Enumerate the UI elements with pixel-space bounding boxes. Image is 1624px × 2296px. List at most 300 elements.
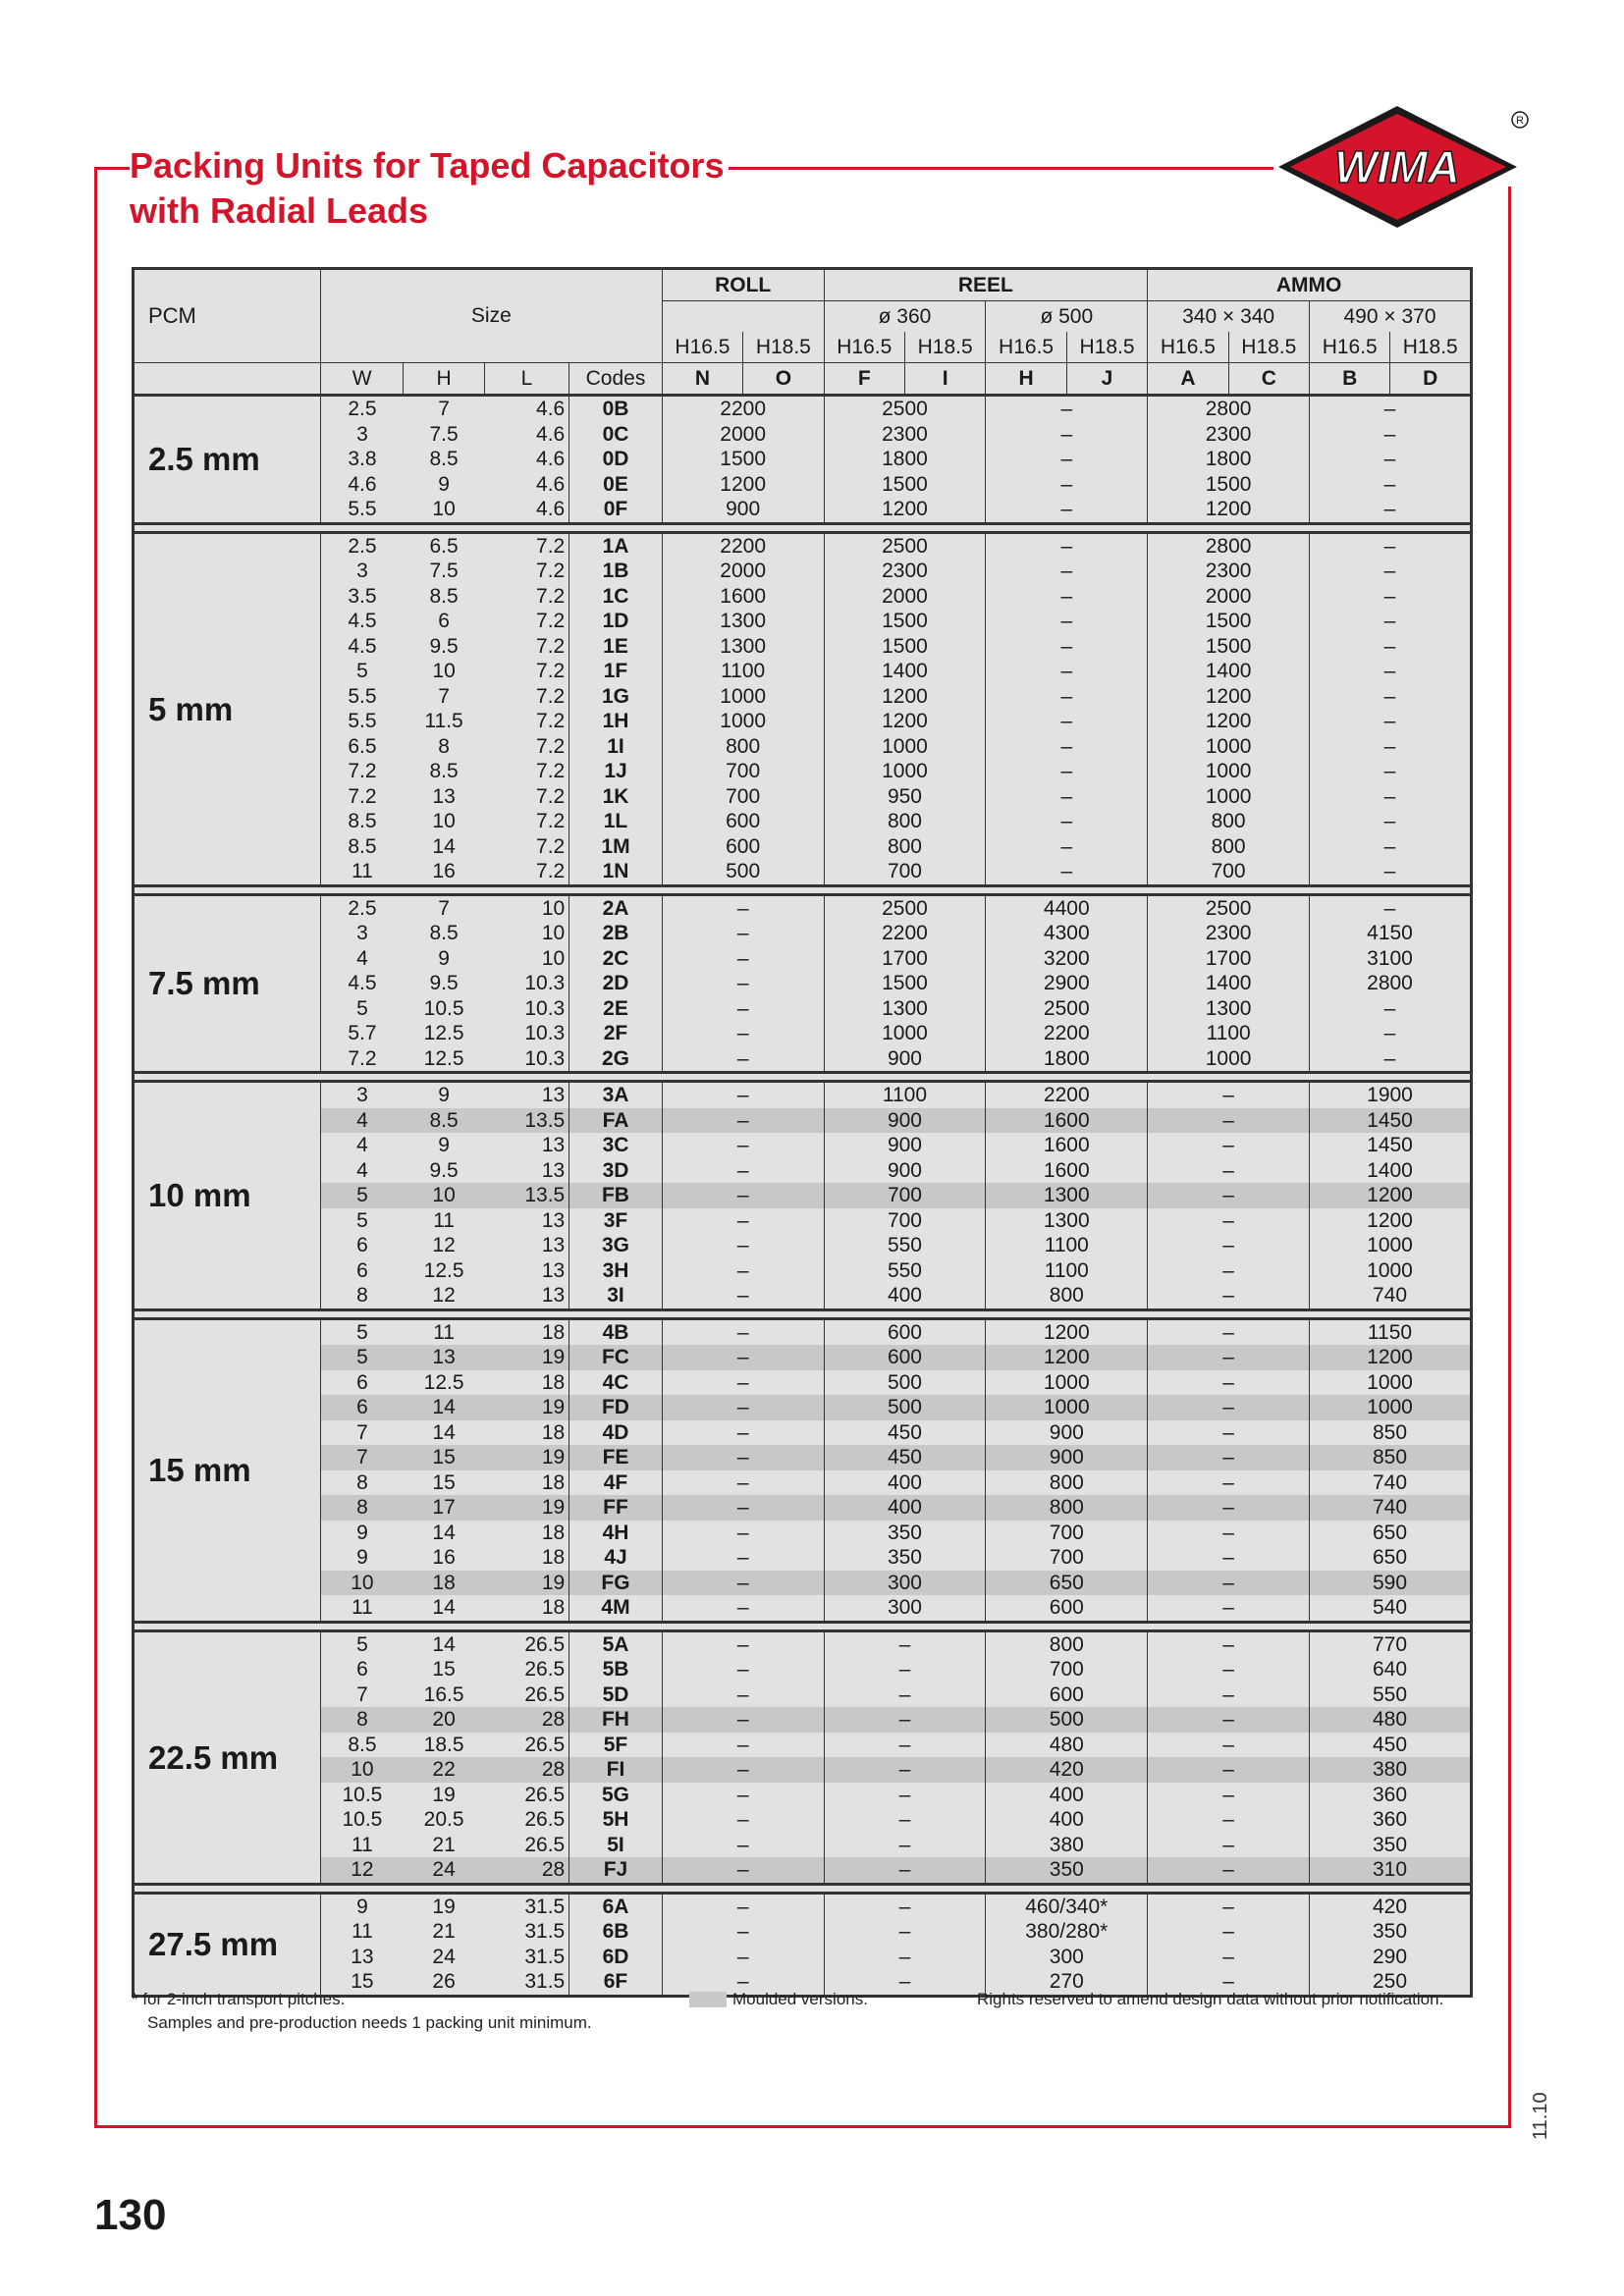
size-h-cell: 6	[438, 610, 450, 633]
size-w-cell: 7	[320, 1445, 403, 1470]
size-l-cell: 28	[484, 1757, 568, 1783]
reel-360-value-cell: –	[824, 1630, 986, 1657]
size-h-cell: 15	[432, 1470, 456, 1494]
footnote-rights: Rights reserved to amend design data without prior notification.	[977, 1990, 1444, 2008]
size-h-cell: 18	[404, 1571, 484, 1596]
title-line-2: with Radial Leads	[130, 190, 429, 231]
table-row	[134, 584, 1472, 610]
size-l-cell: 10.3	[524, 1022, 566, 1045]
size-h-cell: 12.5	[423, 1370, 464, 1394]
table-body	[134, 396, 1472, 1997]
reel-360-value-cell: –	[824, 1707, 986, 1733]
reel-360-value-cell: 2500	[824, 532, 986, 559]
header-code-col: B	[1310, 363, 1390, 396]
table-row	[134, 971, 1472, 996]
size-h-cell: 11	[433, 1208, 455, 1232]
size-w-cell: 10.5	[320, 1807, 403, 1833]
code-cell: 5B	[569, 1657, 663, 1682]
ammo-340-value-cell: 2300	[1148, 422, 1310, 448]
table-row	[134, 1945, 1472, 1970]
roll-value-cell: –	[662, 1969, 824, 1996]
reel-500-value-cell: 350	[986, 1857, 1148, 1884]
reel-360-value-cell: 1800	[824, 447, 986, 472]
size-h-cell: 12.5	[404, 1046, 484, 1073]
title-line-1: Packing Units for Taped Capacitors	[130, 145, 725, 186]
size-w-cell: 5.5	[320, 709, 403, 734]
table-row	[134, 1783, 1472, 1808]
ammo-340-value-cell: –	[1148, 1283, 1310, 1309]
code-cell: 4B	[569, 1318, 663, 1345]
ammo-490-value-cell: –	[1310, 734, 1472, 760]
ammo-340-value-cell: 2500	[1148, 894, 1310, 921]
code-cell: 2G	[569, 1046, 663, 1073]
size-h-cell: 14	[432, 1632, 456, 1656]
ammo-490-value-cell: 1400	[1310, 1158, 1472, 1184]
ammo-340-value-cell: –	[1148, 1919, 1310, 1945]
size-l-cell: 4.6	[536, 422, 566, 446]
size-w-cell: 4.5	[320, 634, 403, 660]
ammo-490-value-cell: 1000	[1310, 1258, 1472, 1284]
group-separator	[134, 523, 1472, 532]
frame-right-border	[1508, 187, 1511, 2128]
size-h-cell: 18.5	[423, 1733, 464, 1756]
code-cell: FF	[569, 1495, 663, 1521]
size-l-cell: 7.2	[536, 560, 566, 583]
size-w-cell: 11	[320, 859, 403, 885]
size-h-cell: 8	[438, 734, 450, 758]
ammo-490-value-cell: 850	[1310, 1445, 1472, 1470]
ammo-490-value-cell: 550	[1310, 1682, 1472, 1708]
ammo-490-value-cell: 380	[1310, 1757, 1472, 1783]
ammo-490-value-cell: 360	[1310, 1807, 1472, 1833]
roll-value-cell: –	[662, 1470, 824, 1496]
size-l-cell: 19	[484, 1445, 568, 1470]
size-w-cell: 8.5	[320, 809, 403, 834]
ammo-340-value-cell: –	[1148, 1495, 1310, 1521]
size-w-cell: 5	[320, 1183, 403, 1208]
size-w-cell: 3	[320, 422, 403, 448]
size-l-cell: 13	[484, 1283, 568, 1309]
table-row	[134, 709, 1472, 734]
ammo-490-value-cell: 290	[1310, 1945, 1472, 1970]
code-cell: 6D	[569, 1945, 663, 1970]
ammo-490-value-cell: 2800	[1310, 971, 1472, 996]
ammo-490-value-cell: –	[1310, 1046, 1472, 1073]
ammo-490-value-cell: –	[1310, 532, 1472, 559]
reel-360-value-cell: 2500	[824, 396, 986, 422]
ammo-340-value-cell: 1500	[1148, 634, 1310, 660]
size-h-cell: 9	[438, 472, 450, 496]
reel-360-value-cell: 1500	[824, 472, 986, 498]
size-w-cell: 4.5	[320, 971, 403, 996]
table-row	[134, 559, 1472, 584]
footnote-star: * for 2-inch transport pitches.	[132, 1990, 346, 2008]
table-row	[134, 894, 1472, 921]
ammo-490-value-cell: –	[1310, 447, 1472, 472]
code-cell: 1H	[569, 709, 663, 734]
code-cell: FJ	[569, 1857, 663, 1884]
size-w-cell: 4	[320, 1108, 403, 1134]
reel-360-value-cell: 600	[824, 1345, 986, 1370]
group-separator	[134, 885, 1472, 894]
size-w-cell: 8	[320, 1470, 403, 1496]
size-w-cell: 8.5	[320, 1733, 403, 1758]
table-row	[134, 422, 1472, 448]
reel-360-value-cell: 300	[824, 1571, 986, 1596]
ammo-490-value-cell: –	[1310, 784, 1472, 810]
table-row	[134, 1370, 1472, 1396]
size-l-cell: 19	[484, 1345, 568, 1370]
code-cell: 6F	[569, 1969, 663, 1996]
reel-360-value-cell: 2200	[824, 921, 986, 946]
size-l-cell: 26.5	[524, 1733, 566, 1756]
ammo-490-value-cell: 350	[1310, 1833, 1472, 1858]
ammo-490-value-cell: 3100	[1310, 946, 1472, 972]
reel-500-value-cell: –	[986, 734, 1148, 760]
code-cell: 1N	[569, 859, 663, 885]
ammo-340-value-cell: –	[1148, 1757, 1310, 1783]
size-h-cell: 26	[404, 1969, 484, 1996]
reel-360-value-cell: 1200	[824, 684, 986, 710]
reel-500-value-cell: 1100	[986, 1233, 1148, 1258]
reel-360-value-cell: –	[824, 1657, 986, 1682]
reel-360-value-cell: 600	[824, 1318, 986, 1345]
roll-value-cell: –	[662, 971, 824, 996]
code-cell: 3C	[569, 1133, 663, 1158]
size-l-cell: 18	[541, 1320, 566, 1344]
size-l-cell: 4.6	[536, 398, 566, 421]
ammo-490-value-cell: –	[1310, 684, 1472, 710]
ammo-340-value-cell: –	[1148, 1733, 1310, 1758]
reel-500-value-cell: –	[986, 497, 1148, 523]
code-cell: 3A	[569, 1082, 663, 1108]
wima-logo	[1274, 102, 1530, 240]
ammo-340-value-cell: 1500	[1148, 472, 1310, 498]
ammo-490-value-cell: 1200	[1310, 1345, 1472, 1370]
reel-500-value-cell: 1000	[986, 1395, 1148, 1420]
size-w-cell: 9	[320, 1545, 403, 1571]
date-code: 11.10	[1530, 2092, 1551, 2140]
size-h-cell: 10	[432, 660, 456, 683]
size-l-cell: 10.3	[524, 996, 566, 1020]
page-number: 130	[94, 2191, 167, 2239]
reel-360-value-cell: 350	[824, 1521, 986, 1546]
table-row	[134, 609, 1472, 634]
roll-value-cell: –	[662, 1233, 824, 1258]
code-cell: 4F	[569, 1470, 663, 1496]
table-row	[134, 1046, 1472, 1073]
code-cell: 5G	[569, 1783, 663, 1808]
size-w-cell: 4	[320, 1133, 403, 1158]
reel-500-value-cell: 700	[986, 1545, 1148, 1571]
table-row	[134, 447, 1472, 472]
ammo-340-value-cell: 1400	[1148, 659, 1310, 684]
ammo-490-value-cell: 650	[1310, 1521, 1472, 1546]
reel-500-value-cell: 1300	[986, 1208, 1148, 1234]
size-h-cell: 17	[404, 1495, 484, 1521]
code-cell: 5D	[569, 1682, 663, 1708]
table-row	[134, 1893, 1472, 1919]
size-h-cell: 9	[438, 1084, 450, 1107]
reel-360-value-cell: –	[824, 1733, 986, 1758]
reel-500-value-cell: 900	[986, 1445, 1148, 1470]
size-l-cell: 31.5	[524, 1920, 566, 1944]
reel-500-value-cell: 420	[986, 1757, 1148, 1783]
table-row	[134, 1521, 1472, 1546]
code-cell: 1I	[569, 734, 663, 760]
roll-value-cell: 1000	[662, 709, 824, 734]
reel-500-value-cell: 1000	[986, 1370, 1148, 1396]
reel-500-value-cell: –	[986, 684, 1148, 710]
roll-value-cell: –	[662, 894, 824, 921]
size-h-cell: 20.5	[423, 1808, 464, 1832]
reel-500-value-cell: –	[986, 634, 1148, 660]
reel-500-value-cell: 800	[986, 1630, 1148, 1657]
group-separator	[134, 1622, 1472, 1630]
ammo-340-value-cell: –	[1148, 1969, 1310, 1996]
table-row	[134, 684, 1472, 710]
ammo-490-value-cell: 250	[1310, 1969, 1472, 1996]
reel-360-value-cell: 1000	[824, 734, 986, 760]
table-row	[134, 1108, 1472, 1134]
table-row	[134, 1208, 1472, 1234]
ammo-340-value-cell: 1200	[1148, 709, 1310, 734]
size-l-cell: 13	[541, 1208, 566, 1232]
page-title	[130, 143, 724, 234]
pcm-group-label: 2.5 mm	[134, 396, 321, 524]
reel-360-value-cell: 400	[824, 1495, 986, 1521]
size-l-cell: 13.5	[484, 1108, 568, 1134]
code-cell: 2D	[569, 971, 663, 996]
table-row	[134, 472, 1472, 498]
size-w-cell: 5	[320, 1208, 403, 1234]
size-w-cell: 2.5	[320, 396, 403, 422]
size-l-cell: 13	[541, 1258, 566, 1282]
ammo-490-value-cell: 350	[1310, 1919, 1472, 1945]
size-w-cell: 12	[320, 1857, 403, 1884]
reel-500-value-cell: 1800	[986, 1046, 1148, 1073]
header-code-col: H	[986, 363, 1066, 396]
roll-value-cell: –	[662, 1420, 824, 1446]
header-ammo: AMMO	[1148, 269, 1472, 301]
ammo-490-value-cell: –	[1310, 1021, 1472, 1046]
size-l-cell: 10	[541, 946, 566, 970]
roll-value-cell: 1000	[662, 684, 824, 710]
footnote-samples: Samples and pre-production needs 1 packing unit minimum.	[147, 2013, 592, 2032]
size-w-cell: 6.5	[320, 734, 403, 760]
reel-500-value-cell: 3200	[986, 946, 1148, 972]
table-row	[134, 1707, 1472, 1733]
size-l-cell: 7.2	[536, 610, 566, 633]
table-row	[134, 1345, 1472, 1370]
size-w-cell: 10.5	[320, 1783, 403, 1808]
reel-500-value-cell: 460/340*	[986, 1893, 1148, 1919]
roll-value-cell: 1200	[662, 472, 824, 498]
size-l-cell: 13	[541, 1158, 566, 1182]
roll-value-cell: –	[662, 1857, 824, 1884]
size-w-cell: 10	[320, 1757, 403, 1783]
ammo-340-value-cell: –	[1148, 1183, 1310, 1208]
ammo-490-value-cell: 640	[1310, 1657, 1472, 1682]
reel-500-value-cell: 270	[986, 1969, 1148, 1996]
ammo-340-value-cell: –	[1148, 1545, 1310, 1571]
group-separator	[134, 1884, 1472, 1893]
ammo-340-value-cell: –	[1148, 1082, 1310, 1108]
reel-500-value-cell: –	[986, 422, 1148, 448]
ammo-490-value-cell: –	[1310, 659, 1472, 684]
table-row	[134, 1545, 1472, 1571]
ammo-340-value-cell: 2300	[1148, 921, 1310, 946]
code-cell: 1C	[569, 584, 663, 610]
reel-500-value-cell: –	[986, 759, 1148, 784]
code-cell: 1F	[569, 659, 663, 684]
size-w-cell: 5	[320, 659, 403, 684]
size-l-cell: 7.2	[536, 634, 566, 658]
reel-500-value-cell: 1600	[986, 1108, 1148, 1134]
size-l-cell: 26.5	[524, 1632, 566, 1656]
ammo-490-value-cell: 850	[1310, 1420, 1472, 1446]
roll-value-cell: –	[662, 1370, 824, 1396]
table-row	[134, 532, 1472, 559]
roll-value-cell: –	[662, 1545, 824, 1571]
reel-360-value-cell: 900	[824, 1108, 986, 1134]
reel-360-value-cell: 1500	[824, 971, 986, 996]
table-row	[134, 1595, 1472, 1622]
ammo-490-value-cell: –	[1310, 609, 1472, 634]
roll-value-cell: –	[662, 1495, 824, 1521]
ammo-490-value-cell: 740	[1310, 1283, 1472, 1309]
size-w-cell: 7.2	[320, 784, 403, 810]
ammo-340-value-cell: –	[1148, 1108, 1310, 1134]
size-w-cell: 4.6	[320, 472, 403, 498]
reel-360-value-cell: 350	[824, 1545, 986, 1571]
reel-500-value-cell: –	[986, 472, 1148, 498]
roll-value-cell: 600	[662, 834, 824, 860]
table-row	[134, 634, 1472, 660]
header-code-col: J	[1066, 363, 1147, 396]
ammo-490-value-cell: 1000	[1310, 1395, 1472, 1420]
size-l-cell: 7.2	[536, 710, 566, 733]
size-l-cell: 7.2	[536, 760, 566, 783]
ammo-340-value-cell: 1000	[1148, 784, 1310, 810]
reel-500-value-cell: 700	[986, 1657, 1148, 1682]
table-row	[134, 1420, 1472, 1446]
roll-value-cell: 1600	[662, 584, 824, 610]
code-cell: 5I	[569, 1833, 663, 1858]
reel-500-value-cell: 2900	[986, 971, 1148, 996]
roll-value-cell: –	[662, 1682, 824, 1708]
size-w-cell: 5	[320, 1318, 403, 1345]
table-row	[134, 996, 1472, 1022]
size-h-cell: 9.5	[429, 972, 459, 995]
roll-value-cell: –	[662, 1945, 824, 1970]
roll-value-cell: –	[662, 1707, 824, 1733]
table-row	[134, 1283, 1472, 1309]
header-height-185: H18.5	[1228, 332, 1309, 363]
size-h-cell: 13	[432, 784, 456, 808]
code-cell: 1L	[569, 809, 663, 834]
code-cell: 0B	[569, 396, 663, 422]
header-pcm: PCM	[134, 269, 321, 363]
ammo-490-value-cell: 4150	[1310, 921, 1472, 946]
size-w-cell: 15	[320, 1969, 403, 1996]
size-h-cell: 10	[432, 810, 456, 833]
reel-500-value-cell: –	[986, 609, 1148, 634]
ammo-490-value-cell: –	[1310, 497, 1472, 523]
size-l-cell: 26.5	[524, 1808, 566, 1832]
size-h-cell: 12.5	[423, 1022, 464, 1045]
table-row	[134, 1445, 1472, 1470]
size-l-cell: 10.3	[524, 972, 566, 995]
size-l-cell: 18	[541, 1521, 566, 1544]
size-w-cell: 2.5	[320, 894, 403, 921]
reel-360-value-cell: 1200	[824, 709, 986, 734]
size-w-cell: 8	[320, 1707, 403, 1733]
reel-360-value-cell: 700	[824, 1208, 986, 1234]
code-cell: 1D	[569, 609, 663, 634]
ammo-340-value-cell: –	[1148, 1420, 1310, 1446]
header-ammo-490: 490 × 370	[1310, 301, 1472, 333]
ammo-340-value-cell: 1000	[1148, 1046, 1310, 1073]
header-code-col: C	[1228, 363, 1309, 396]
reel-500-value-cell: 1200	[986, 1318, 1148, 1345]
table-row	[134, 1183, 1472, 1208]
roll-value-cell: –	[662, 946, 824, 972]
reel-360-value-cell: 1300	[824, 996, 986, 1022]
code-cell: 2A	[569, 894, 663, 921]
reel-500-value-cell: 600	[986, 1595, 1148, 1622]
reel-500-value-cell: 1600	[986, 1133, 1148, 1158]
size-h-cell: 9	[438, 1134, 450, 1157]
ammo-340-value-cell: 2300	[1148, 559, 1310, 584]
size-h-cell: 11.5	[424, 710, 463, 733]
table-row	[134, 1630, 1472, 1657]
size-w-cell: 5.7	[320, 1021, 403, 1046]
size-h-cell: 7	[438, 398, 450, 421]
reel-360-value-cell: 2500	[824, 894, 986, 921]
reel-500-value-cell: 400	[986, 1807, 1148, 1833]
reel-360-value-cell: 1400	[824, 659, 986, 684]
reel-500-value-cell: 1300	[986, 1183, 1148, 1208]
header-roll: ROLL	[662, 269, 824, 301]
pcm-group-label: 5 mm	[134, 532, 321, 885]
ammo-490-value-cell: 450	[1310, 1733, 1472, 1758]
reel-500-value-cell: –	[986, 584, 1148, 610]
reel-500-value-cell: 480	[986, 1733, 1148, 1758]
size-h-cell: 9	[438, 946, 450, 970]
size-w-cell: 7.2	[320, 1046, 403, 1073]
reel-360-value-cell: 1500	[824, 609, 986, 634]
ammo-490-value-cell: –	[1310, 634, 1472, 660]
ammo-340-value-cell: 800	[1148, 809, 1310, 834]
roll-value-cell: –	[662, 1571, 824, 1596]
size-l-cell: 4.6	[536, 472, 566, 496]
size-h-cell: 15	[404, 1445, 484, 1470]
pcm-group-label: 7.5 mm	[134, 894, 321, 1073]
table-row	[134, 759, 1472, 784]
table-row	[134, 1657, 1472, 1682]
size-h-cell: 9.5	[429, 1158, 459, 1182]
table-row	[134, 1133, 1472, 1158]
roll-value-cell: –	[662, 1657, 824, 1682]
reel-500-value-cell: –	[986, 396, 1148, 422]
table-row	[134, 1757, 1472, 1783]
reel-500-value-cell: 2200	[986, 1082, 1148, 1108]
ammo-490-value-cell: 1200	[1310, 1208, 1472, 1234]
ammo-490-value-cell: 1150	[1310, 1318, 1472, 1345]
code-cell: 5A	[569, 1630, 663, 1657]
ammo-340-value-cell: –	[1148, 1158, 1310, 1184]
